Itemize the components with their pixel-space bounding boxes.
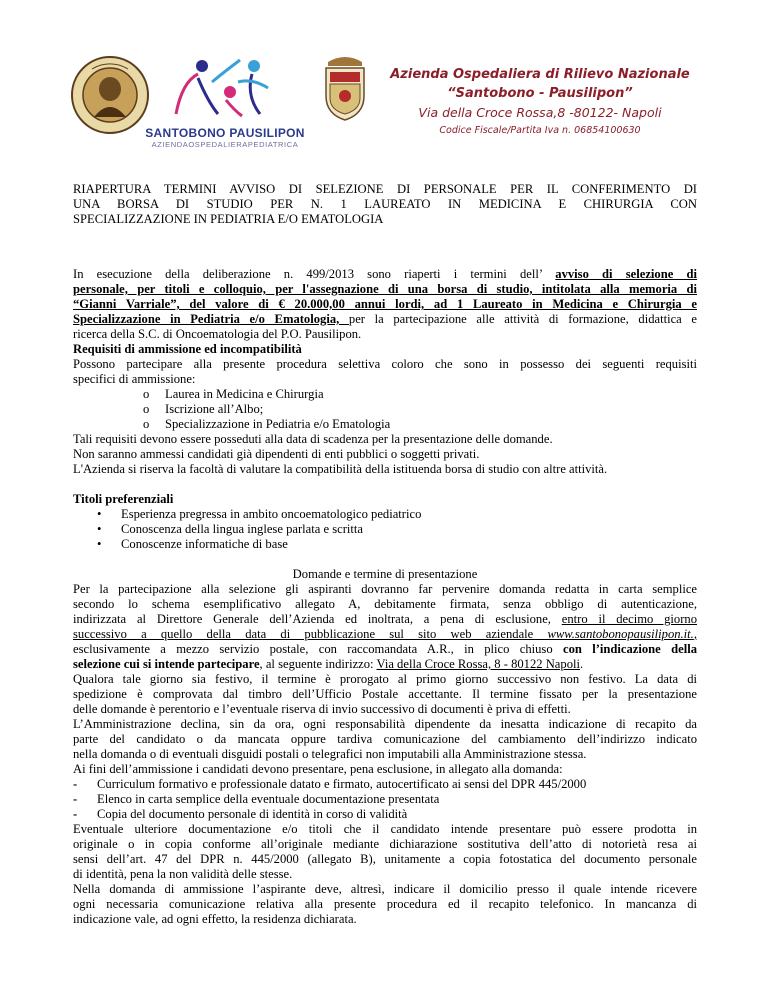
domande-fragment: . (579, 657, 584, 671)
list-item (73, 807, 697, 822)
list-item (73, 777, 697, 792)
list-item (73, 402, 697, 417)
list-item (73, 537, 697, 552)
requisiti-text: Non saranno ammessi candidati già dipendenti di enti pubblici o soggetti privati. (73, 447, 480, 461)
domande-fragment: entro il decimo giorno (561, 612, 697, 626)
requisiti-heading: Requisiti di ammissione ed incompatibilità (73, 342, 302, 356)
domande-fragment: indirizzata al Direttore Generale dell’Azienda ed inoltrata, a pena di esclusione, (73, 612, 562, 626)
dash-bullet-icon: - (73, 807, 78, 821)
titoli-heading: Titoli preferenziali (73, 492, 174, 506)
domande-text: Eventuale ulteriore documentazione e/o titoli che il candidato intende presentare può essere prodotta in (73, 822, 697, 836)
requisiti-text: Tali requisiti devono essere posseduti alla data di scadenza per la presentazione delle domande. (73, 432, 553, 446)
list-item-text: Specializzazione in Pediatria e/o Ematologia (165, 417, 391, 431)
header-tax-code: Codice Fiscale/Partita Iva n. 06854100630 (439, 125, 641, 136)
domande-text: indicazione vale, ad ogni effetto, la residenza dichiarata. (73, 912, 357, 926)
title-line: SPECIALIZZAZIONE IN PEDIATRIA E/O EMATOLOGIA (73, 212, 384, 226)
list-item-text: Conoscenze informatiche di base (121, 537, 288, 551)
logo-sub-text: AZIENDAOSPEDALIERAPEDIATRICA (151, 140, 299, 149)
domande-fragment: successivo a quello della data di pubblicazione sul sito web aziendale (73, 627, 548, 641)
domande-fragment: selezione cui si intende partecipare (73, 657, 260, 671)
requisiti-text: L'Azienda si riserva la facoltà di valutare la compatibilità della istituenda borsa di studio con altre attività. (73, 462, 608, 476)
domande-text: L’Amministrazione declina, sin da ora, ogni responsabilità dipendente da inesatta indicazione di recapito da (73, 717, 697, 731)
bullet-icon: • (97, 522, 102, 536)
list-item-text: Elenco in carta semplice della eventuale documentazione presentata (97, 792, 440, 806)
domande-text: nella domanda o di eventuali disguidi postali o telegrafici non imputabili alla Amministrazione stessa. (73, 747, 587, 761)
list-item-text: Curriculum formativo e professionale datato e firmato, autocertificato ai sensi del DPR 445/2000 (97, 777, 587, 791)
domande-text (73, 612, 697, 627)
document-title (73, 182, 697, 227)
document-body (73, 267, 697, 927)
list-item (73, 387, 697, 402)
domande-text: delle domande è perentorio e l’eventuale riserva di invio successivo di documenti è priva di effetti. (73, 702, 571, 716)
list-item-text: Iscrizione all’Albo; (165, 402, 264, 416)
intro-line: ricerca della S.C. di Oncoematologia del P.O. Pausilipon. (73, 327, 362, 341)
list-item-text: Conoscenza della lingua inglese parlata e scritta (121, 522, 363, 536)
bullet-icon: • (97, 537, 102, 551)
list-item-text: Copia del documento personale di identità in corso di validità (97, 807, 408, 821)
domande-fragment: con l’indicazione della (562, 642, 697, 656)
domande-text: secondo lo schema esemplificativo allegato A, debitamente firmata, senza obbligo di autenticazione, (73, 597, 697, 611)
header-address: Via della Croce Rossa,8 -80122- Napoli (418, 105, 662, 120)
domande-text: Qualora tale giorno sia festivo, il termine è prorogato al primo giorno successivo non festivo. La data di (73, 672, 697, 686)
domande-text: Nella domanda di ammissione l’aspirante deve, altresì, indicare il domicilio presso il quale intende ricevere (73, 882, 697, 896)
website-link[interactable]: www.santobonopausilipon.it. (547, 627, 694, 641)
dash-bullet-icon: - (73, 777, 78, 791)
domande-text: ogni necessaria comunicazione relativa alla presente procedura ed il recapito telefonico. In mancanza di (73, 897, 697, 911)
intro-text: per la partecipazione alle attività di formazione, didattica e (348, 312, 697, 326)
title-line: RIAPERTURA TERMINI AVVISO DI SELEZIONE DI PERSONALE PER IL CONFERIMENTO DI (73, 182, 697, 196)
domande-text: originale o in copia conforme all’originale mediante dichiarazione sostitutiva dell’atto di notorietà resa ai (73, 837, 697, 851)
domande-text (73, 627, 697, 642)
domande-heading: Domande e termine di presentazione (292, 567, 478, 581)
domande-fragment: , al seguente indirizzo: (259, 657, 377, 671)
domande-text: di identità, pena la non validità delle stesse. (73, 867, 293, 881)
intro-emphasis: Specializzazione in Pediatria e/o Ematologia, (73, 312, 349, 326)
domande-text (73, 657, 697, 672)
domande-text: Per la partecipazione alla selezione gli aspiranti dovranno far pervenire domanda redatta in carta semplice (73, 582, 697, 596)
domande-text (73, 642, 697, 657)
domande-fragment: , (693, 627, 697, 641)
address-text: Via della Croce Rossa, 8 - 80122 Napoli (376, 657, 580, 671)
santobono-seal-logo (70, 55, 150, 135)
circle-bullet-icon: o (143, 387, 150, 401)
intro-line: “Gianni Varriale”, del valore di € 20.000,00 annui lordi, ad 1 Laureato in Medicina e Chirurgia e (73, 297, 697, 311)
header-hospital-name: “Santobono - Pausilipon” (447, 86, 633, 101)
domande-text: Ai fini dell’ammissione i candidati devono presentare, pena esclusione, in allegato alla domanda: (73, 762, 563, 776)
domande-text: sensi dell’art. 47 del DPR n. 445/2000 (allegato B), unitamente a copia fotostatica del documento personale (73, 852, 697, 866)
requisiti-text: Possono partecipare alla presente procedura selettiva coloro che sono in possesso dei seguenti requisiti (73, 357, 697, 371)
intro-line (73, 312, 697, 327)
list-item (73, 417, 697, 432)
list-item (73, 507, 697, 522)
intro-line: personale, per titoli e colloquio, per l'assegnazione di una borsa di studio, intitolata alla memoria di (73, 282, 697, 296)
list-item (73, 792, 697, 807)
domande-text: parte del candidato o da mancata oppure tardiva comunicazione del cambiamento dell’indirizzo indicato (73, 732, 697, 746)
header-hospital-type: Azienda Ospedaliera di Rilievo Nazionale (390, 67, 690, 82)
list-item (73, 522, 697, 537)
requisiti-text: specifici di ammissione: (73, 372, 196, 386)
bullet-icon: • (97, 507, 102, 521)
intro-text: In esecuzione della deliberazione n. 499/2013 sono riaperti i termini dell’ (73, 267, 556, 281)
domande-fragment: esclusivamente a mezzo servizio postale, con raccomandata A.R., in plico chiuso (73, 642, 563, 656)
list-item-text: Laurea in Medicina e Chirurgia (165, 387, 324, 401)
circle-bullet-icon: o (143, 402, 150, 416)
logo-main-text: SANTOBONO PAUSILIPON (145, 126, 305, 140)
title-line: UNA BORSA DI STUDIO PER N. 1 LAUREATO IN MEDICINA E CHIRURGIA CON (73, 197, 697, 211)
intro-line (73, 267, 697, 282)
dash-bullet-icon: - (73, 792, 78, 806)
children-figures-logo (168, 52, 274, 122)
hospital-crest-logo (318, 52, 372, 122)
domande-text: spedizione è comprovata dal timbro dell’Ufficio Postale accettante. Il termine fissato per la presentazione (73, 687, 697, 701)
list-item-text: Esperienza pregressa in ambito oncoematologico pediatrico (121, 507, 422, 521)
circle-bullet-icon: o (143, 417, 150, 431)
intro-emphasis: avviso di selezione di (555, 267, 697, 281)
